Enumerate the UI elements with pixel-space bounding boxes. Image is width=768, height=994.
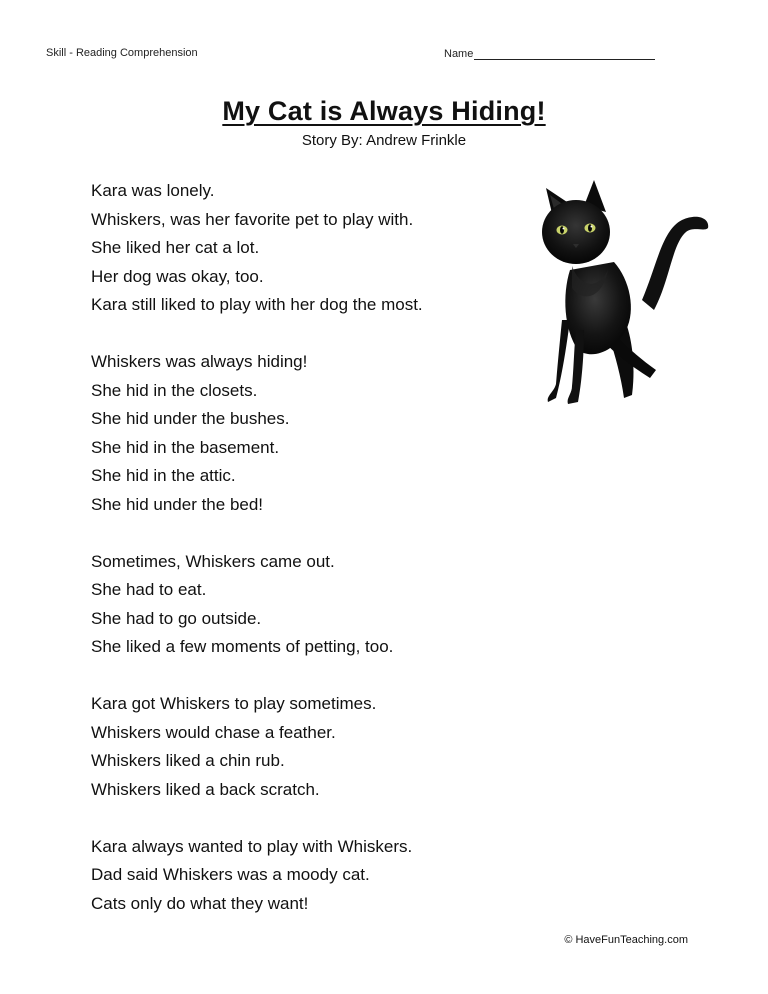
story-line: Sometimes, Whiskers came out. [91, 551, 335, 571]
story-line: Kara was lonely. [91, 181, 215, 200]
story-paragraph-1 [91, 177, 511, 320]
story-line: Whiskers was always hiding! [91, 352, 308, 371]
story-line: Kara still liked to play with her dog the most. [91, 295, 423, 314]
story-byline: Story By: Andrew Frinkle [301, 132, 467, 149]
story-line: She liked a few moments of petting, too. [91, 637, 394, 656]
story-line: Whiskers liked a chin rub. [91, 751, 285, 770]
story-line: She had to go outside. [91, 608, 262, 628]
story-line: She hid under the bushes. [91, 409, 290, 428]
worksheet-footer [0, 934, 768, 950]
story-line: She hid under the bed! [91, 494, 264, 514]
black-cat-icon [532, 170, 712, 410]
story-line: She hid in the basement. [91, 437, 280, 457]
story-line: She hid in the closets. [91, 380, 258, 400]
story-title: My Cat is Always Hiding! [222, 96, 546, 126]
story-line: Cats only do what they want! [91, 893, 309, 913]
story-line: Kara got Whiskers to play sometimes. [91, 694, 377, 713]
story-line: Kara always wanted to play with Whiskers. [91, 836, 413, 856]
story-paragraph-4 [91, 690, 511, 804]
story-line: Dad said Whiskers was a moody cat. [91, 865, 370, 884]
story-paragraph-5 [91, 833, 511, 919]
story-line: She liked her cat a lot. [91, 238, 260, 257]
worksheet-header [0, 44, 768, 64]
skill-label: Skill - Reading Comprehension [46, 47, 198, 59]
story-paragraph-2 [91, 348, 511, 519]
story-line: Whiskers, was her favorite pet to play with. [91, 209, 414, 229]
name-field [444, 47, 655, 60]
story-line: She hid in the attic. [91, 466, 236, 485]
name-label: Name [444, 48, 474, 60]
story-line: She had to eat. [91, 580, 207, 599]
story-body [91, 177, 511, 947]
story-line: Whiskers would chase a feather. [91, 722, 336, 742]
story-paragraph-3 [91, 548, 511, 662]
story-line: Whiskers liked a back scratch. [91, 779, 320, 799]
name-blank-line [474, 47, 655, 60]
story-line: Her dog was okay, too. [91, 266, 264, 286]
copyright-text: © HaveFunTeaching.com [564, 934, 688, 946]
black-cat-illustration [532, 170, 712, 410]
